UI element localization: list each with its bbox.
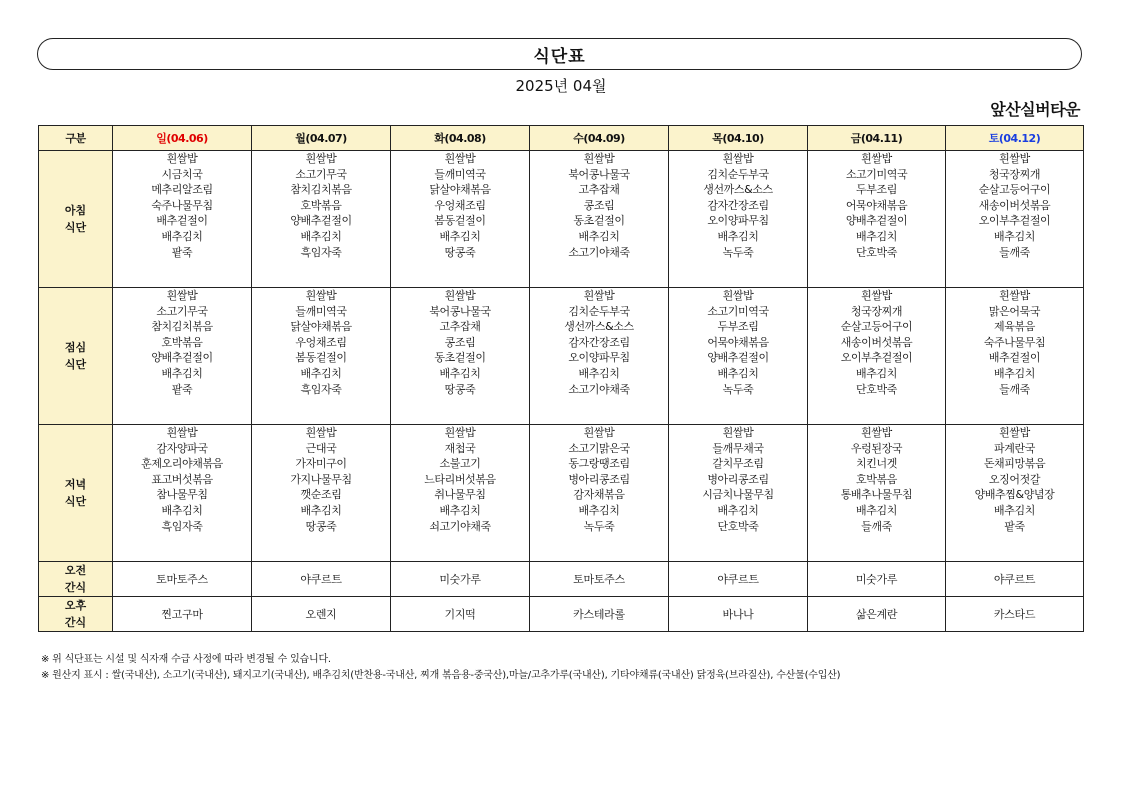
snack-row xyxy=(39,562,1084,597)
meal-cell xyxy=(808,288,946,425)
menu-item: 우엉채조림 xyxy=(434,198,486,212)
meal-cell xyxy=(530,288,669,425)
menu-item: 배추김치 xyxy=(300,229,342,243)
menu-item: 흰쌀밥 xyxy=(722,289,754,302)
row-header-line: 식단 xyxy=(64,221,87,234)
menu-item: 배추김치 xyxy=(856,366,897,380)
snack-cell: 기지떡 xyxy=(391,597,530,632)
menu-item: 감자양파국 xyxy=(156,441,208,455)
meal-cell xyxy=(113,151,252,288)
menu-item: 배추김치 xyxy=(578,503,620,517)
row-header-line: 오전 xyxy=(64,564,87,577)
menu-item: 오이부추겉절이 xyxy=(840,351,913,365)
menu-item: 땅콩죽 xyxy=(444,245,476,259)
menu-item: 배추김치 xyxy=(300,366,342,380)
row-header-line: 오후 xyxy=(64,599,87,612)
menu-item: 숙주나물무침 xyxy=(983,335,1046,349)
menu-item: 흑임자죽 xyxy=(300,245,342,259)
menu-item: 흰쌀밥 xyxy=(999,426,1030,439)
meal-cell xyxy=(669,425,808,562)
menu-item: 치킨너겟 xyxy=(856,457,897,471)
menu-item: 병아리콩조림 xyxy=(707,472,769,486)
menu-item: 배추김치 xyxy=(161,229,203,243)
menu-item: 숙주나물무침 xyxy=(151,198,213,212)
menu-item: 북어콩나물국 xyxy=(429,304,491,318)
menu-item: 동초겉절이 xyxy=(434,351,486,365)
menu-item: 배추김치 xyxy=(856,503,897,517)
menu-item: 깻순조림 xyxy=(300,488,342,502)
snack-cell: 바나나 xyxy=(669,597,808,632)
meal-cell xyxy=(252,425,391,562)
menu-item: 팥죽 xyxy=(1004,519,1025,533)
menu-item: 녹두죽 xyxy=(583,519,615,533)
snack-cell: 오렌지 xyxy=(252,597,391,632)
menu-table xyxy=(38,125,1084,632)
meal-row xyxy=(39,288,1084,425)
menu-item: 양배추겉절이 xyxy=(707,351,769,365)
meal-cell xyxy=(113,425,252,562)
menu-item: 배추김치 xyxy=(994,366,1035,380)
menu-item: 배추겉절이 xyxy=(988,351,1041,365)
menu-item: 들깨미역국 xyxy=(295,304,347,318)
menu-item: 오이양파무침 xyxy=(568,351,630,365)
menu-item: 양배추겉절이 xyxy=(845,214,908,228)
meal-cell xyxy=(530,425,669,562)
menu-item: 호박볶음 xyxy=(161,335,203,349)
row-header-line: 저녁 xyxy=(64,478,87,491)
menu-item: 들깨죽 xyxy=(999,245,1030,259)
menu-item: 쇠고기야채죽 xyxy=(429,519,491,533)
menu-item: 팥죽 xyxy=(171,382,193,396)
meal-cell xyxy=(669,288,808,425)
snack-cell: 카스타드 xyxy=(946,597,1084,632)
menu-item: 소고기야채죽 xyxy=(568,245,630,259)
menu-item: 배추김치 xyxy=(578,229,620,243)
menu-item: 순살고등어구이 xyxy=(840,320,913,334)
meal-cell xyxy=(113,288,252,425)
menu-item: 흰쌀밥 xyxy=(305,289,337,302)
menu-item: 근대국 xyxy=(305,441,337,455)
menu-item: 참나물무침 xyxy=(156,488,208,502)
menu-item: 흰쌀밥 xyxy=(444,152,476,165)
menu-item: 닭살야채볶음 xyxy=(290,320,352,334)
menu-item: 청국장찌개 xyxy=(988,167,1041,181)
menu-item: 소고기미역국 xyxy=(845,167,908,181)
menu-item: 맑은어묵국 xyxy=(988,304,1041,318)
menu-item: 흰쌀밥 xyxy=(305,152,337,165)
menu-item: 배추김치 xyxy=(578,366,620,380)
menu-item: 배추김치 xyxy=(439,229,481,243)
menu-item: 훈제오리야채볶음 xyxy=(141,457,223,471)
row-header xyxy=(39,151,113,288)
day-header-sat: 토(04.12) xyxy=(946,126,1084,151)
menu-item: 동초겉절이 xyxy=(573,214,625,228)
menu-item: 흑임자죽 xyxy=(300,382,342,396)
menu-item: 오이부추겉절이 xyxy=(978,214,1051,228)
menu-item: 소고기미역국 xyxy=(707,304,769,318)
menu-item: 단호박죽 xyxy=(856,382,897,396)
day-header-wed: 수(04.09) xyxy=(530,126,669,151)
menu-item: 배추겉절이 xyxy=(156,214,208,228)
menu-item: 파계란국 xyxy=(994,441,1035,455)
header-row xyxy=(39,126,1084,151)
meal-cell xyxy=(391,151,530,288)
menu-item: 배추김치 xyxy=(856,229,897,243)
snack-cell: 찐고구마 xyxy=(113,597,252,632)
menu-item: 녹두죽 xyxy=(722,382,754,396)
row-header xyxy=(39,425,113,562)
menu-item: 병아리콩조림 xyxy=(568,472,630,486)
row-header-line: 아침 xyxy=(64,204,87,217)
menu-item: 봄동겉절이 xyxy=(295,351,347,365)
menu-item: 흰쌀밥 xyxy=(583,289,615,302)
snack-cell: 야쿠르트 xyxy=(669,562,808,597)
menu-item: 들깨무채국 xyxy=(712,441,764,455)
menu-item: 고추잡채 xyxy=(578,183,620,197)
menu-item: 재첩국 xyxy=(444,441,476,455)
menu-item: 배추김치 xyxy=(717,229,759,243)
page-title: 식단표 xyxy=(533,46,586,67)
menu-item: 양배추겉절이 xyxy=(151,351,213,365)
day-header-mon: 월(04.07) xyxy=(252,126,391,151)
row-header xyxy=(39,562,113,597)
meal-cell xyxy=(252,288,391,425)
snack-cell: 삶은계란 xyxy=(808,597,946,632)
meal-cell xyxy=(946,425,1084,562)
menu-item: 우렁된장국 xyxy=(850,441,903,455)
menu-item: 배추김치 xyxy=(994,503,1035,517)
menu-item: 흰쌀밥 xyxy=(166,289,198,302)
snack-cell: 토마토주스 xyxy=(530,562,669,597)
menu-item: 흰쌀밥 xyxy=(583,152,615,165)
day-header-tue: 화(04.08) xyxy=(391,126,530,151)
menu-item: 흰쌀밥 xyxy=(166,426,198,439)
menu-item: 배추김치 xyxy=(439,366,481,380)
menu-item: 소고기야채죽 xyxy=(568,382,630,396)
menu-item: 배추김치 xyxy=(300,503,342,517)
meal-cell xyxy=(946,288,1084,425)
menu-item: 갈치무조림 xyxy=(712,457,764,471)
snack-cell: 야쿠르트 xyxy=(946,562,1084,597)
row-header-line: 간식 xyxy=(64,616,87,629)
menu-item: 두부조림 xyxy=(717,320,759,334)
row-header-line: 식단 xyxy=(64,358,87,371)
menu-item: 흰쌀밥 xyxy=(722,152,754,165)
menu-item: 닭살야채볶음 xyxy=(429,183,491,197)
menu-item: 흰쌀밥 xyxy=(305,426,337,439)
menu-item: 흰쌀밥 xyxy=(861,152,892,165)
menu-item: 배추김치 xyxy=(161,366,203,380)
menu-item: 통배추나물무침 xyxy=(840,488,913,502)
menu-item: 땅콩죽 xyxy=(444,382,476,396)
meal-row xyxy=(39,425,1084,562)
menu-item: 동그랑땡조림 xyxy=(568,457,630,471)
menu-item: 감자간장조림 xyxy=(707,198,769,212)
page-subtitle: 2025년 04월 xyxy=(515,77,607,95)
footnotes xyxy=(41,652,840,684)
menu-item: 녹두죽 xyxy=(722,245,754,259)
meal-row xyxy=(39,151,1084,288)
row-header xyxy=(39,597,113,632)
meal-cell xyxy=(530,151,669,288)
menu-item: 느타리버섯볶음 xyxy=(424,472,496,486)
menu-item: 우엉채조림 xyxy=(295,335,347,349)
snack-cell: 미숫가루 xyxy=(391,562,530,597)
meal-cell xyxy=(669,151,808,288)
menu-item: 흰쌀밥 xyxy=(444,426,476,439)
menu-item: 가지나물무침 xyxy=(290,472,352,486)
snack-cell: 토마토주스 xyxy=(113,562,252,597)
menu-item: 취나물무침 xyxy=(434,488,486,502)
menu-item: 호박볶음 xyxy=(300,198,342,212)
menu-item: 흰쌀밥 xyxy=(999,289,1030,302)
menu-item: 시금치국 xyxy=(161,167,203,181)
menu-item: 흰쌀밥 xyxy=(861,289,892,302)
menu-item: 배추김치 xyxy=(161,503,203,517)
day-header-fri: 금(04.11) xyxy=(808,126,946,151)
menu-item: 표고버섯볶음 xyxy=(151,472,213,486)
menu-item: 김치순두부국 xyxy=(568,304,630,318)
snack-row xyxy=(39,597,1084,632)
menu-item: 소불고기 xyxy=(439,457,481,471)
menu-item: 참치김치볶음 xyxy=(290,183,352,197)
menu-item: 새송이버섯볶음 xyxy=(978,198,1051,212)
menu-item: 두부조림 xyxy=(856,183,897,197)
menu-item: 순살고등어구이 xyxy=(978,183,1051,197)
meal-cell xyxy=(391,425,530,562)
menu-item: 오이양파무침 xyxy=(707,214,769,228)
menu-item: 청국장찌개 xyxy=(850,304,903,318)
day-header-thu: 목(04.10) xyxy=(669,126,808,151)
menu-item: 흰쌀밥 xyxy=(722,426,754,439)
row-header xyxy=(39,288,113,425)
menu-item: 오징어젓갈 xyxy=(988,472,1041,486)
menu-item: 시금치나물무침 xyxy=(702,488,774,502)
menu-item: 감자채볶음 xyxy=(573,488,625,502)
menu-item: 고추잡채 xyxy=(439,320,481,334)
menu-item: 호박볶음 xyxy=(856,472,897,486)
menu-item: 봄동겉절이 xyxy=(434,214,486,228)
menu-item: 양배추찜&양념장 xyxy=(974,488,1055,502)
menu-item: 들깨죽 xyxy=(999,382,1030,396)
menu-item: 소고기무국 xyxy=(156,304,208,318)
menu-item: 제육볶음 xyxy=(994,320,1035,334)
meal-cell xyxy=(252,151,391,288)
menu-item: 콩조림 xyxy=(444,335,476,349)
menu-item: 가자미구이 xyxy=(295,457,347,471)
menu-item: 땅콩죽 xyxy=(305,519,337,533)
menu-item: 북어콩나물국 xyxy=(568,167,630,181)
menu-item: 어묵야채볶음 xyxy=(707,335,769,349)
title-box xyxy=(37,38,1082,70)
footnote-change: ※ 위 식단표는 시설 및 식자재 수급 사정에 따라 변경될 수 있습니다. xyxy=(41,654,331,665)
menu-item: 양배추겉절이 xyxy=(290,214,352,228)
row-header-line: 간식 xyxy=(64,581,87,594)
menu-item: 소고기무국 xyxy=(295,167,347,181)
corner-header: 구분 xyxy=(39,126,113,151)
menu-item: 배추김치 xyxy=(994,229,1035,243)
menu-item: 배추김치 xyxy=(717,503,759,517)
menu-item: 소고기맑은국 xyxy=(568,441,630,455)
menu-item: 생선까스&소스 xyxy=(703,183,773,197)
snack-cell: 미숫가루 xyxy=(808,562,946,597)
menu-item: 메추리알조림 xyxy=(151,183,213,197)
menu-item: 콩조림 xyxy=(583,198,615,212)
row-header-line: 점심 xyxy=(64,341,87,354)
row-header-line: 식단 xyxy=(64,495,87,508)
menu-item: 흰쌀밥 xyxy=(999,152,1030,165)
menu-item: 감자간장조림 xyxy=(568,335,630,349)
menu-item: 흰쌀밥 xyxy=(444,289,476,302)
meal-cell xyxy=(808,151,946,288)
menu-item: 배추김치 xyxy=(439,503,481,517)
snack-cell: 카스테라롤 xyxy=(530,597,669,632)
menu-item: 생선까스&소스 xyxy=(564,320,634,334)
meal-cell xyxy=(391,288,530,425)
menu-item: 흑임자죽 xyxy=(161,519,203,533)
menu-item: 돈채피망볶음 xyxy=(983,457,1046,471)
menu-item: 흰쌀밥 xyxy=(583,426,615,439)
menu-item: 김치순두부국 xyxy=(707,167,769,181)
day-header-sun: 일(04.06) xyxy=(113,126,252,151)
facility-name: 앞산실버타운 xyxy=(990,100,1080,119)
meal-cell xyxy=(946,151,1084,288)
menu-item: 새송이버섯볶음 xyxy=(840,335,913,349)
menu-item: 들깨미역국 xyxy=(434,167,486,181)
meal-cell xyxy=(808,425,946,562)
menu-item: 흰쌀밥 xyxy=(166,152,198,165)
footnote-origin: ※ 원산지 표시 : 쌀(국내산), 소고기(국내산), 돼지고기(국내산), 배추김치(반찬용-국내산, 찌개 볶음용-중국산),마늘/고추가루(국내산), 기타야채류(국내산) 닭정육(브라질산), 수산물(수입산) xyxy=(41,670,841,681)
menu-item: 어묵야채볶음 xyxy=(845,198,908,212)
menu-item: 참치김치볶음 xyxy=(151,320,213,334)
menu-item: 팥죽 xyxy=(171,245,193,259)
snack-cell: 야쿠르트 xyxy=(252,562,391,597)
menu-item: 들깨죽 xyxy=(861,519,892,533)
menu-item: 배추김치 xyxy=(717,366,759,380)
menu-item: 단호박죽 xyxy=(717,519,759,533)
menu-item: 단호박죽 xyxy=(856,245,897,259)
menu-item: 흰쌀밥 xyxy=(861,426,892,439)
